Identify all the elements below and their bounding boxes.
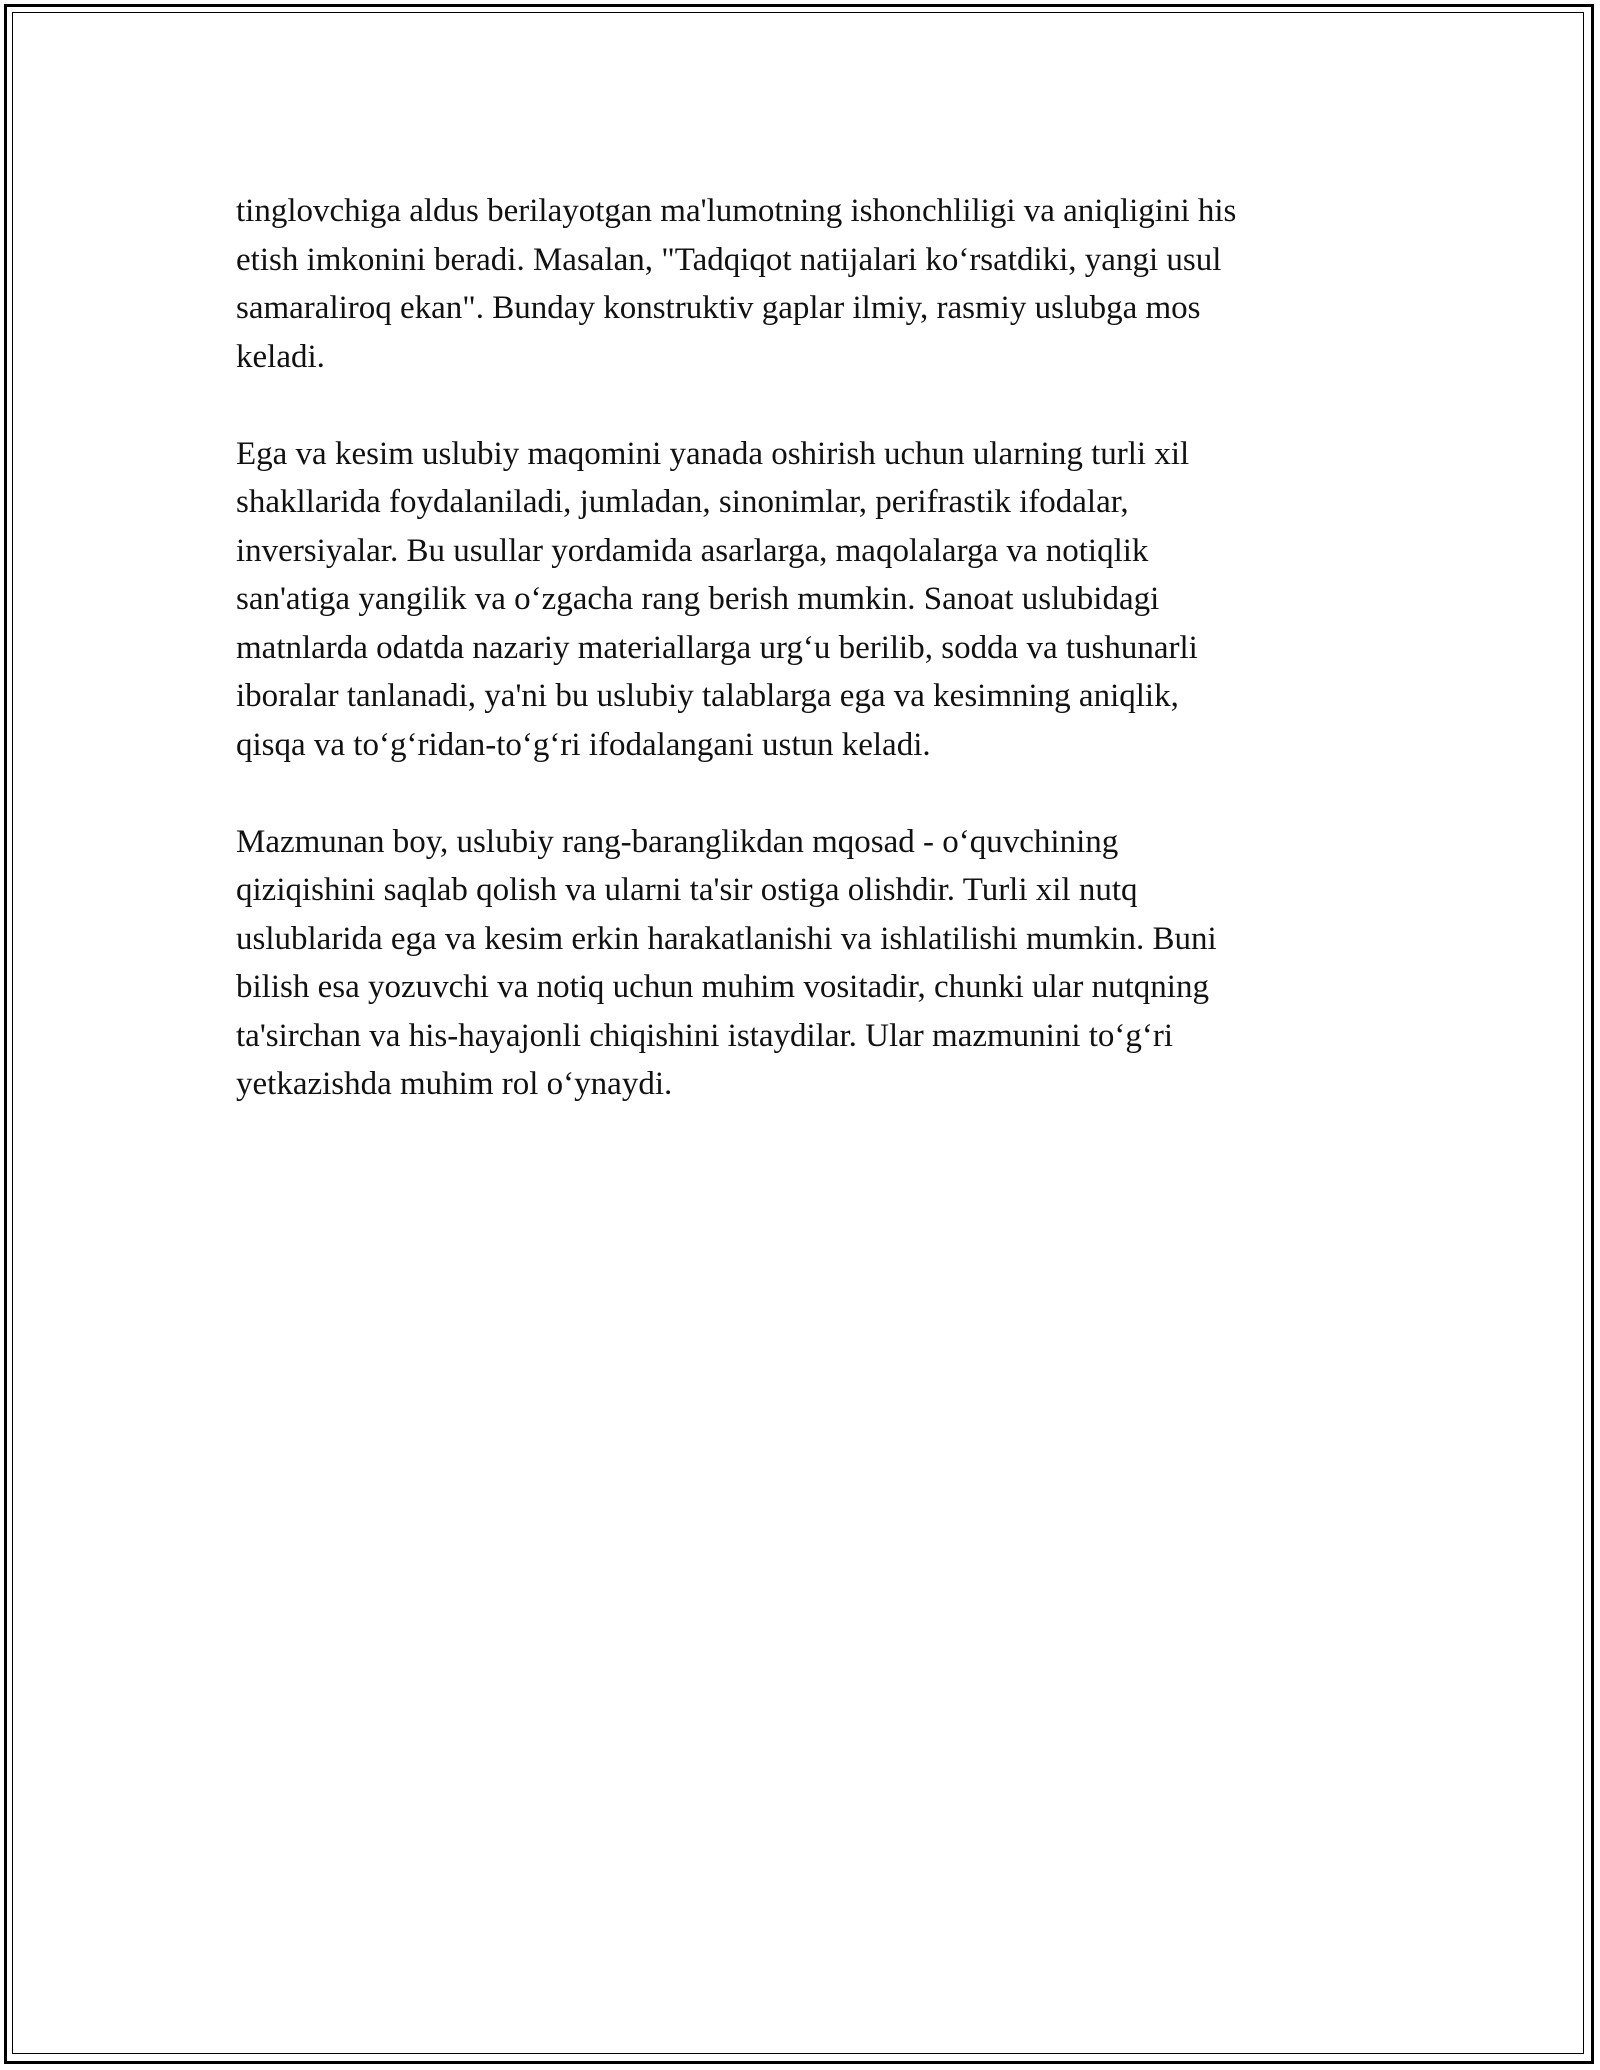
text-line: inversiyalar. Bu usullar yordamida asarlarga, maqolalarga va notiqlik <box>236 532 1149 569</box>
text-line: Ega va kesim uslubiy maqomini yanada oshirish uchun ularning turli xil <box>236 435 1190 472</box>
text-line: Mazmunan boy, uslubiy rang-baranglikdan mqosad - o‘quvchining <box>236 823 1119 860</box>
text-line: uslublarida ega va kesim erkin harakatlanishi va ishlatilishi mumkin. Buni <box>236 920 1217 957</box>
text-line: yetkazishda muhim rol o‘ynaydi. <box>236 1066 673 1102</box>
document-body <box>236 187 1366 1157</box>
text-line: keladi. <box>236 338 325 375</box>
paragraph-1 <box>236 187 1366 381</box>
paragraph-3 <box>236 818 1366 1109</box>
text-line: iboralar tanlanadi, ya'ni bu uslubiy talablarga ega va kesimning aniqlik, <box>236 678 1179 714</box>
text-line: tinglovchiga aldus berilayotgan ma'lumotning ishonchliligi va aniqligini his <box>236 193 1237 229</box>
text-line: samaraliroq ekan". Bunday konstruktiv gaplar ilmiy, rasmiy uslubga mos <box>236 290 1201 326</box>
text-line: bilish esa yozuvchi va notiq uchun muhim vositadir, chunki ular nutqning <box>236 969 1209 1005</box>
text-line: ta'sirchan va his-hayajonli chiqishini istaydilar. Ular mazmunini to‘g‘ri <box>236 1017 1174 1054</box>
text-line: qisqa va to‘g‘ridan-to‘g‘ri ifodalangani ustun keladi. <box>236 726 931 763</box>
text-line: san'atiga yangilik va o‘zgacha rang berish mumkin. Sanoat uslubidagi <box>236 581 1160 617</box>
text-line: etish imkonini beradi. Masalan, "Tadqiqot natijalari ko‘rsatdiki, yangi usul <box>236 241 1222 278</box>
text-line: matnlarda odatda nazariy materiallarga urg‘u berilib, sodda va tushunarli <box>236 629 1198 666</box>
text-line: shakllarida foydalaniladi, jumladan, sinonimlar, perifrastik ifodalar, <box>236 484 1129 520</box>
text-line: qiziqishini saqlab qolish va ularni ta'sir ostiga olishdir. Turli xil nutq <box>236 872 1138 908</box>
paragraph-2 <box>236 430 1366 770</box>
